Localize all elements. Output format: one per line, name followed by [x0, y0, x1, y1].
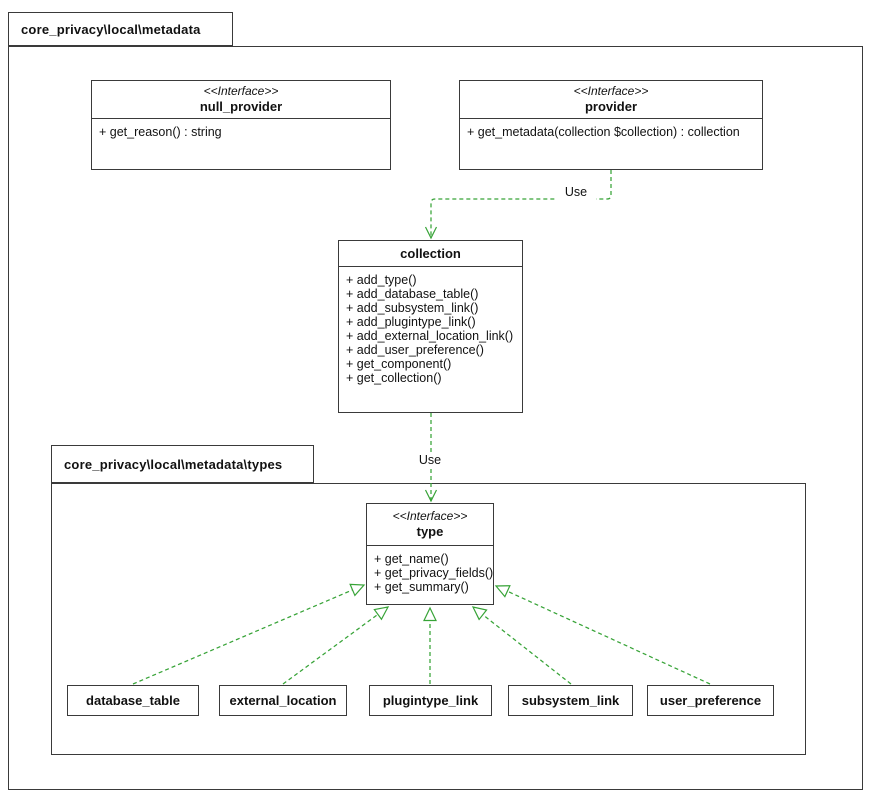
- edge-user-preference-implements-type[interactable]: [496, 586, 710, 684]
- node-name: external_location: [229, 693, 337, 708]
- node-name: null_provider: [199, 99, 283, 114]
- node-name: type: [416, 524, 444, 539]
- edge-external-location-implements-type[interactable]: [283, 607, 388, 684]
- method: + add_external_location_link(): [346, 329, 514, 343]
- node-name: provider: [584, 99, 637, 114]
- interface-stereotype: <<Interface>>: [573, 84, 649, 98]
- method: + add_plugintype_link(): [346, 315, 476, 329]
- edge-database-table-implements-type[interactable]: [133, 585, 364, 684]
- edge-subsystem-link-implements-type[interactable]: [473, 607, 571, 684]
- method: + add_database_table(): [346, 287, 479, 301]
- method: + add_type(): [346, 273, 417, 287]
- node-name: collection: [400, 245, 461, 261]
- method: + get_reason() : string: [99, 125, 222, 139]
- package-outer-label: core_privacy\local\metadata: [21, 21, 201, 37]
- edge-label-use-provider-collection: Use: [556, 184, 596, 200]
- edge-provider-uses-collection[interactable]: [431, 170, 611, 238]
- edge-label-use-collection-type: Use: [410, 452, 450, 468]
- node-name: user_preference: [659, 693, 762, 708]
- method: + get_privacy_fields(): [374, 566, 494, 580]
- method: + get_summary(): [374, 580, 469, 594]
- package-types-label: core_privacy\local\metadata\types: [64, 456, 283, 472]
- method: + get_collection(): [346, 371, 442, 385]
- method: + add_user_preference(): [346, 343, 484, 357]
- method: + get_name(): [374, 552, 449, 566]
- method: + add_subsystem_link(): [346, 301, 479, 315]
- node-name: subsystem_link: [521, 693, 620, 708]
- method: + get_component(): [346, 357, 452, 371]
- interface-stereotype: <<Interface>>: [203, 84, 279, 98]
- interface-stereotype: <<Interface>>: [392, 509, 468, 523]
- node-name: plugintype_link: [382, 693, 479, 708]
- method: + get_metadata(collection $collection) : collection: [467, 125, 740, 139]
- node-name: database_table: [86, 693, 180, 708]
